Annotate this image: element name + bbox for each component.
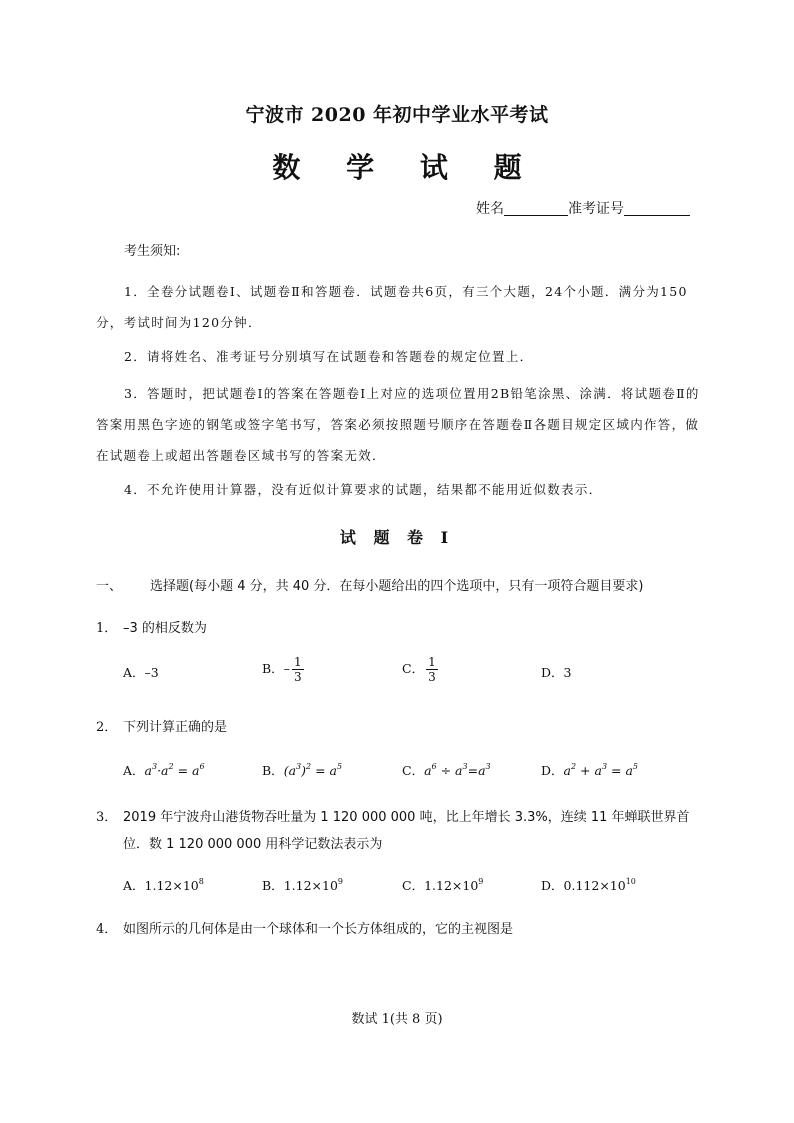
q2-option-b: B．$(a^3)^2 = a^5$ [262,762,343,778]
q3-option-a: A．$1.12\times 10^8$ [123,877,204,893]
q3-option-d: D．$0.112\times 10^{10}$ [541,877,636,893]
q1-option-a: A．–3 [123,665,159,680]
q2-number: 2． [96,720,118,735]
q4-number: 4． [96,922,118,937]
q3-stem-line2: 位．数 1 120 000 000 用科学记数法表示为 [123,837,383,852]
part-number: 一、 [96,579,123,594]
q2-option-a: A．$a^3\cdot a^2 = a^6$ [123,762,205,778]
notice-heading: 考生须知: [124,244,181,259]
exam-subtitle: 数 学 试 题 [272,151,540,184]
q2-stem: 下列计算正确的是 [123,720,228,735]
q3-number: 3． [96,810,118,825]
q2-option-c: C．$a^6 \div a^3=a^3$ [402,762,491,778]
q1-option-c: C． $\frac{1}{3}$ [402,655,436,684]
q1-c-fraction: $\frac{1}{3}$ [428,655,436,684]
notice-item-4: 4．不允许使用计算器，没有近似计算要求的试题，结果都不能用近似数表示． [124,482,603,497]
notice-item-3: 3．答题时，把试题卷Ⅰ的答案在答题卷Ⅰ上对应的选项位置用2B铅笔涂黑、涂满．将试题卷Ⅱ的答案用黑色字迹的钢笔或签字笔书写，答案必须按照题号顺序在答题卷Ⅱ各题目规定区域内作答，做在试题卷上或超出答题卷区域书写的答案无效． [96,386,700,463]
q1-stem: –3 的相反数为 [123,621,207,636]
exam-title: 宁波市 2020 年初中学业水平考试 [245,104,549,126]
q2-option-d: D．$a^2 + a^3 = a^5$ [541,762,639,778]
q3-stem-line1: 2019 年宁波舟山港货物吞吐量为 1 120 000 000 吨，比上年增长 3.3%，连续 11 年蝉联世界首 [123,810,690,825]
candidate-info-line [476,198,690,218]
q1-number: 1． [96,621,118,636]
section-title: 试 题 卷 Ⅰ [339,528,455,547]
q3-option-b: B．$1.12\times 10^9$ [262,877,343,893]
q1-b-fraction: $\frac{1}{3}$ [293,655,302,684]
name-label: 姓名 [476,201,504,217]
q1-option-d: D．3 [541,665,572,680]
id-blank [624,201,690,216]
part-instructions: 选择题(每小题 4 分，共 40 分．在每小题给出的四个选项中，只有一项符合题目要求) [150,579,644,594]
q1-option-b: B．– $\frac{1}{3}$ [262,655,302,684]
id-label: 准考证号 [568,201,624,217]
notice-item-2: 2．请将姓名、准考证号分别填写在试题卷和答题卷的规定位置上． [124,349,534,364]
q4-stem: 如图所示的几何体是由一个球体和一个长方体组成的，它的主视图是 [123,922,514,937]
notice-item-1: 1．全卷分试题卷Ⅰ、试题卷Ⅱ和答题卷．试题卷共6页，有三个大题，24个小题．满分为150分，考试时间为120分钟． [96,284,688,330]
page-footer: 数试 1(共 8 页) [351,1012,443,1027]
q3-option-c: C．$1.12\times 10^9$ [402,877,484,893]
name-blank [504,201,568,216]
